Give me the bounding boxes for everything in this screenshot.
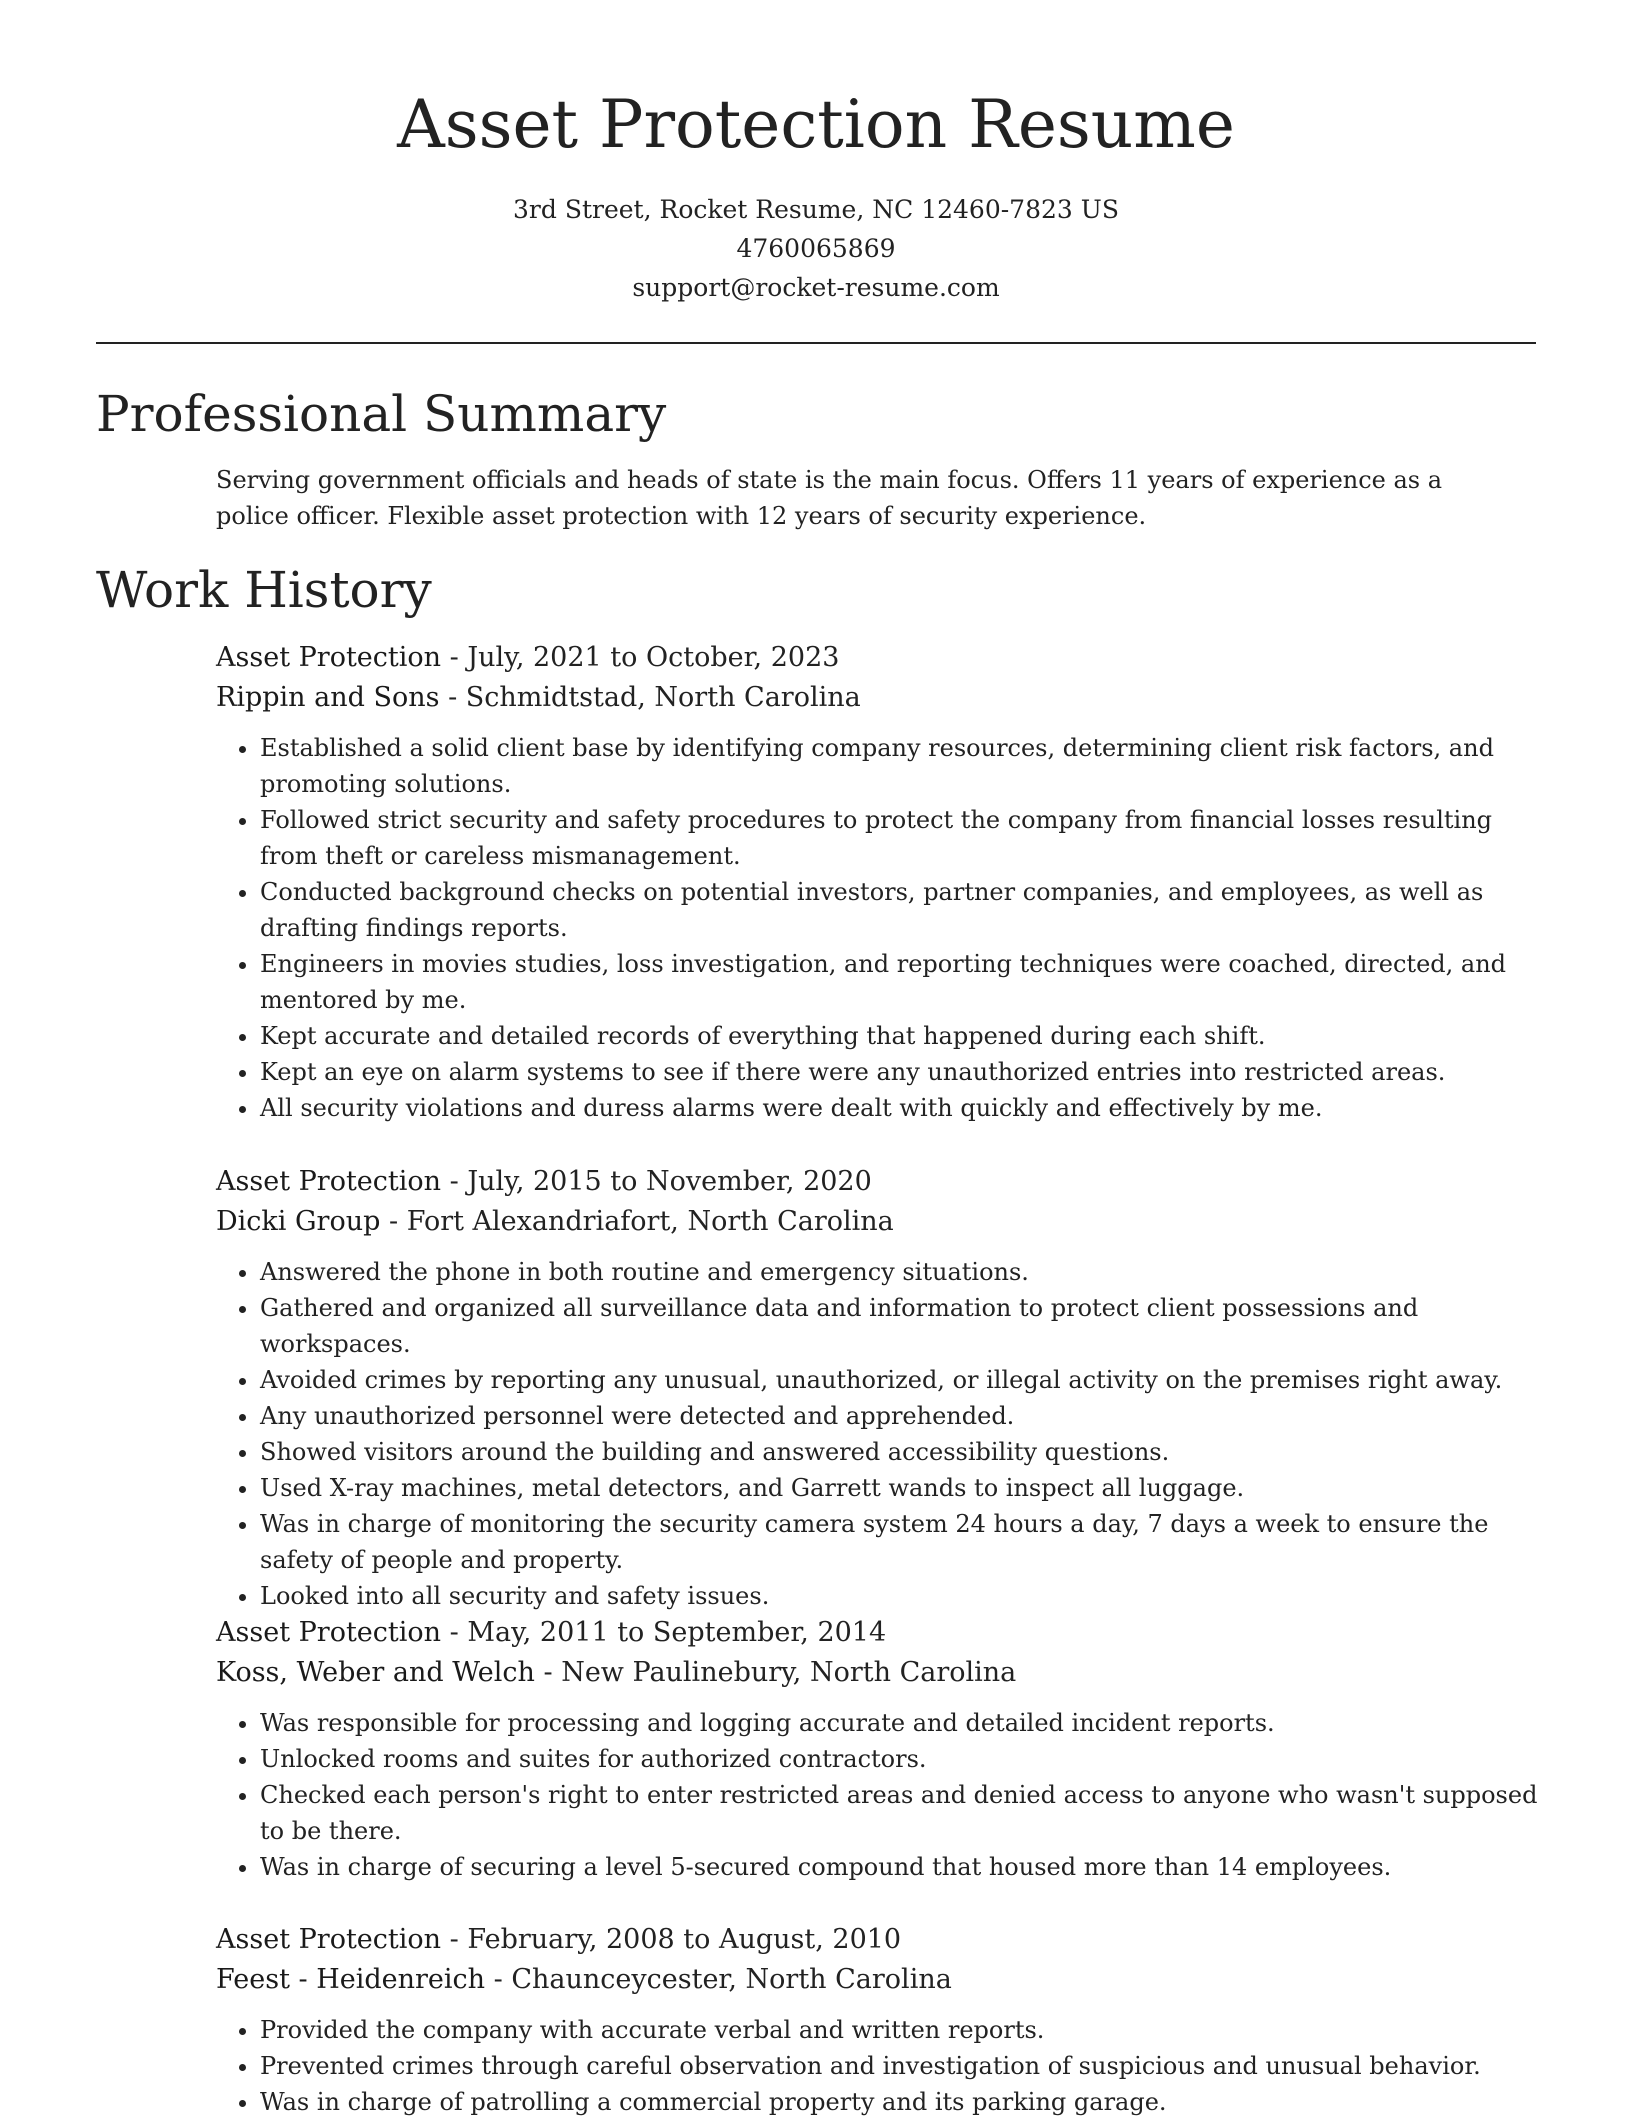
- job-location: Chaunceycester, North Carolina: [511, 1964, 952, 1995]
- job-entry: [216, 638, 1546, 1126]
- job-bullet: • Was responsible for processing and logging accurate and detailed incident reports.: [260, 1705, 1546, 1741]
- job-bullets: [216, 1705, 1546, 1885]
- contact-phone: 4760065869: [736, 234, 896, 263]
- job-title: Asset Protection: [216, 642, 442, 673]
- job-bullet: • Followed strict security and safety procedures to protect the company from financial losses resulting from theft or careless mismanagement.: [260, 802, 1546, 874]
- job-bullet: • Was in charge of monitoring the security camera system 24 hours a day, 7 days a week to ensure the safety of people and property.: [260, 1506, 1546, 1578]
- job-dates: May, 2011 to September, 2014: [467, 1617, 887, 1648]
- job-title-line: Asset Protection - May, 2011 to September, 2014: [216, 1617, 887, 1648]
- job-bullet: • Checked each person's right to enter restricted areas and denied access to anyone who wasn't supposed to be there.: [260, 1777, 1546, 1849]
- job-bullet: • Kept accurate and detailed records of everything that happened during each shift.: [260, 1018, 1546, 1054]
- job-company-line: Koss, Weber and Welch - New Paulinebury, North Carolina: [216, 1657, 1017, 1688]
- job-title: Asset Protection: [216, 1924, 442, 1955]
- job-bullet: • Conducted background checks on potential investors, partner companies, and employees, as well as drafting findings reports.: [260, 874, 1546, 946]
- job-bullet: • Used X-ray machines, metal detectors, and Garrett wands to inspect all luggage.: [260, 1470, 1546, 1506]
- job-dates: July, 2021 to October, 2023: [467, 642, 840, 673]
- job-bullet: • Was in charge of patrolling a commercial property and its parking garage.: [260, 2084, 1546, 2120]
- job-title-line: Asset Protection - February, 2008 to August, 2010: [216, 1924, 902, 1955]
- job-bullet: • Established a solid client base by identifying company resources, determining client risk factors, and promoting solutions.: [260, 730, 1546, 802]
- resume-title: Asset Protection Resume: [397, 86, 1235, 163]
- job-title: Asset Protection: [216, 1166, 442, 1197]
- job-bullet: • Answered the phone in both routine and emergency situations.: [260, 1254, 1546, 1290]
- job-company: Rippin and Sons: [216, 682, 440, 713]
- job-bullet: • Any unauthorized personnel were detected and apprehended.: [260, 1398, 1546, 1434]
- job-location: Fort Alexandriafort, North Carolina: [406, 1206, 894, 1237]
- job-bullet: • Avoided crimes by reporting any unusual, unauthorized, or illegal activity on the premises right away.: [260, 1362, 1546, 1398]
- job-entry: [216, 1613, 1546, 1885]
- job-title: Asset Protection: [216, 1617, 442, 1648]
- job-bullets: [216, 730, 1546, 1126]
- job-bullet: • Engineers in movies studies, loss investigation, and reporting techniques were coached, directed, and mentored by me.: [260, 946, 1546, 1018]
- job-bullet: • Gathered and organized all surveillance data and information to protect client possessions and workspaces.: [260, 1290, 1546, 1362]
- contact-address: 3rd Street, Rocket Resume, NC 12460-7823 US: [513, 195, 1119, 224]
- job-bullet: • Provided the company with accurate verbal and written reports.: [260, 2012, 1546, 2048]
- contact-email: support@rocket-resume.com: [632, 273, 1000, 302]
- job-company-line: Feest - Heidenreich - Chaunceycester, North Carolina: [216, 1964, 952, 1995]
- job-dates: July, 2015 to November, 2020: [467, 1166, 872, 1197]
- job-bullet: • Was in charge of securing a level 5-secured compound that housed more than 14 employees.: [260, 1849, 1546, 1885]
- job-company: Feest - Heidenreich: [216, 1964, 486, 1995]
- job-company: Koss, Weber and Welch: [216, 1657, 535, 1688]
- job-bullet: • Looked into all security and safety issues.: [260, 1578, 1546, 1614]
- summary-heading: Professional Summary: [96, 385, 667, 443]
- work-history-heading: Work History: [96, 561, 432, 619]
- job-location: New Paulinebury, North Carolina: [561, 1657, 1017, 1688]
- job-title-line: Asset Protection - July, 2021 to October, 2023: [216, 642, 840, 673]
- job-entry: [216, 1920, 1546, 2120]
- job-company-line: Rippin and Sons - Schmidtstad, North Carolina: [216, 682, 861, 713]
- job-bullets: [216, 2012, 1546, 2120]
- job-bullet: • Kept an eye on alarm systems to see if there were any unauthorized entries into restricted areas.: [260, 1054, 1546, 1090]
- header-divider: [96, 342, 1536, 344]
- job-company-line: Dicki Group - Fort Alexandriafort, North Carolina: [216, 1206, 894, 1237]
- job-entry: [216, 1162, 1546, 1614]
- job-bullets: [216, 1254, 1546, 1614]
- job-bullet: • All security violations and duress alarms were dealt with quickly and effectively by me.: [260, 1090, 1546, 1126]
- job-title-line: Asset Protection - July, 2015 to November, 2020: [216, 1166, 872, 1197]
- job-bullet: • Prevented crimes through careful observation and investigation of suspicious and unusual behavior.: [260, 2048, 1546, 2084]
- job-bullet: • Showed visitors around the building and answered accessibility questions.: [260, 1434, 1546, 1470]
- job-company: Dicki Group: [216, 1206, 381, 1237]
- summary-text: Serving government officials and heads of state is the main focus. Offers 11 years of experience as a police officer. Flexible asset protection with 12 years of security experience.: [216, 466, 1443, 530]
- job-location: Schmidtstad, North Carolina: [465, 682, 861, 713]
- job-bullet: • Unlocked rooms and suites for authorized contractors.: [260, 1741, 1546, 1777]
- job-dates: February, 2008 to August, 2010: [467, 1924, 902, 1955]
